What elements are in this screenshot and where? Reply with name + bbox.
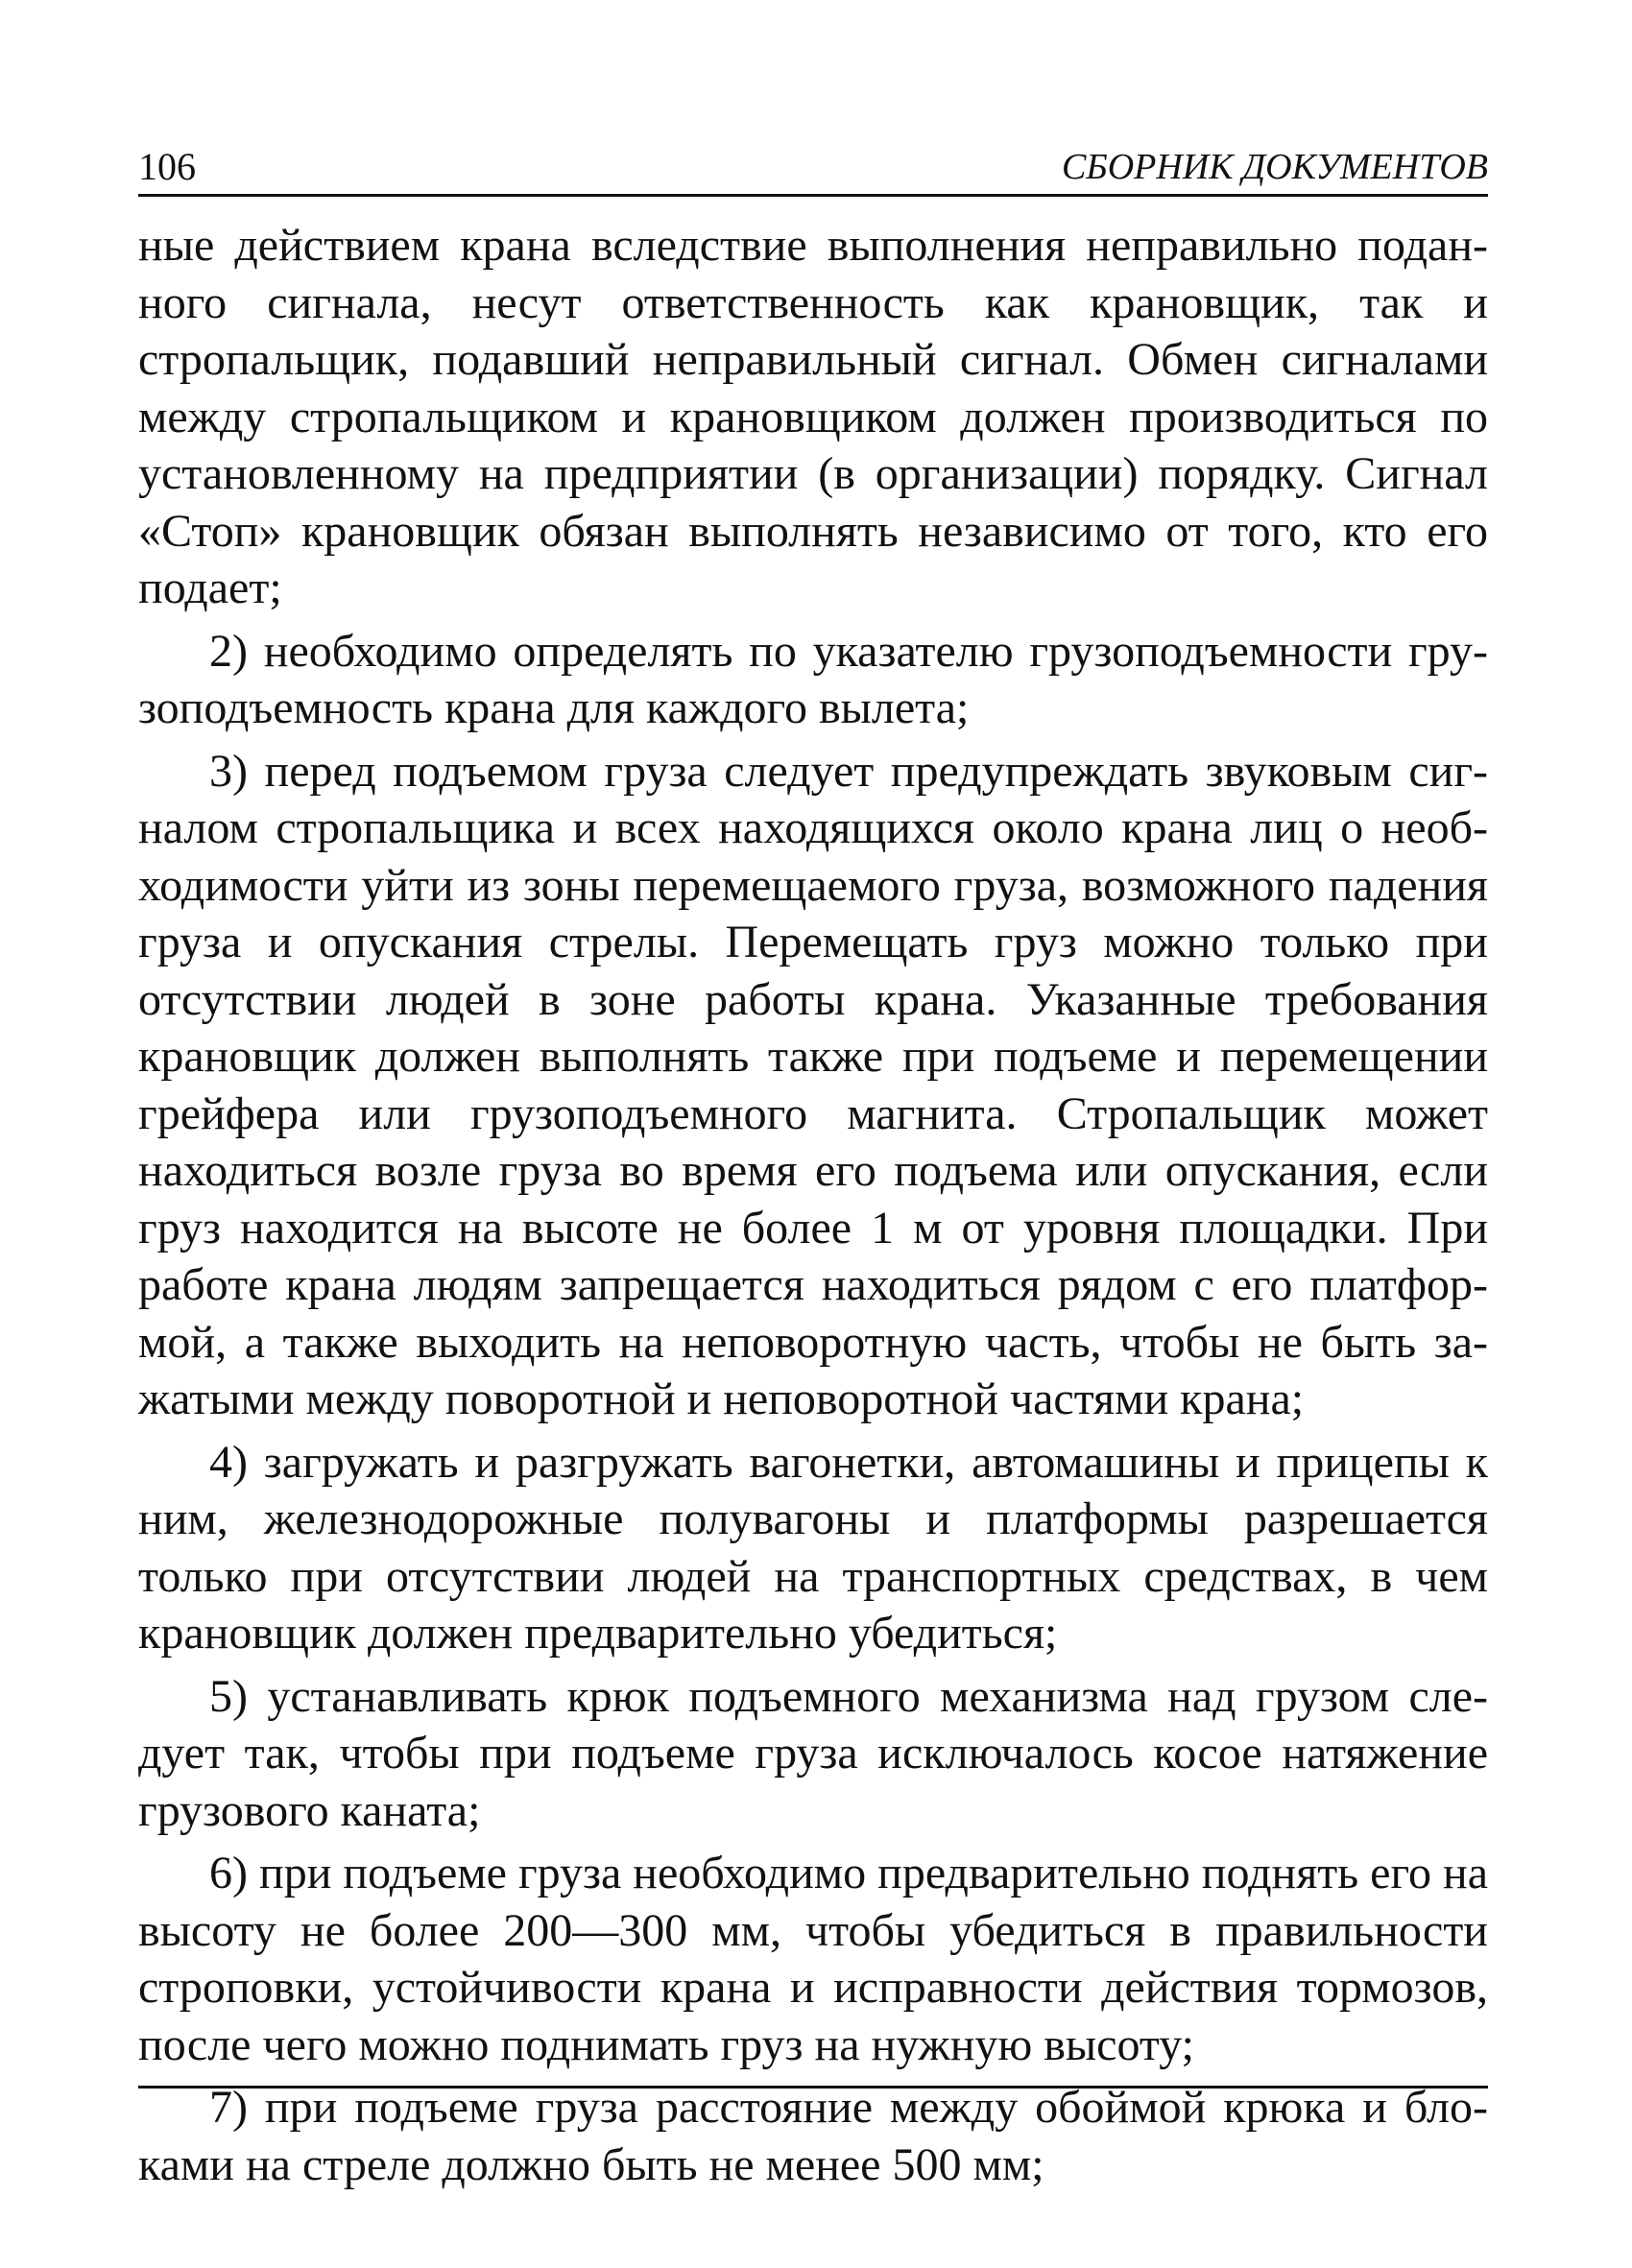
list-item-6: 6) при подъеме груза необходимо предварительно поднять его на высоту не более 200—300 мм, чтобы убедиться в правильности строповки, устойчивости крана и исправности действия тормозов, после чего можно поднимать груз на нужную высоту;: [138, 1848, 1488, 2070]
page-number: 106: [138, 145, 196, 188]
continuation-paragraph: ные действием крана вследствие выполнения неправильно поданного сигнала, несут ответственность как крановщик, так и стропальщик, подавший неправильный сигнал. Обмен сигналами между стропальщиком и крановщиком должен производиться по установленному на предприятии (в организации) порядку. Сигнал «Стоп» крановщик обязан выполнять независимо от того, кто его подает;: [138, 220, 1488, 613]
running-title: СБОРНИК ДОКУМЕНТОВ: [1061, 147, 1488, 187]
list-item-3: 3) перед подъемом груза следует предупреждать звуковым сигналом стропальщика и всех находящихся около крана лиц о необходимости уйти из зоны перемещаемого груза, возможного падения груза и опускания стрелы. Перемещать груз можно только при отсутствии людей в зоне работы крана. Указанные требования крановщик должен выполнять также при подъеме и перемещении грейфера или грузоподъемного магнита. Стропальщик может находиться возле груза во время его подъема или опускания, если груз находится на высоте не более 1 м от уровня площадки. При работе крана людям запрещается находиться рядом с его платформой, а также выходить на неповоротную часть, чтобы не быть зажатыми между поворотной и неповоротной частями крана;: [138, 745, 1488, 1424]
list-item-5: 5) устанавливать крюк подъемного механизма над грузом следует так, чтобы при подъеме груза исключалось косое натяжение грузового каната;: [138, 1670, 1488, 1836]
bottom-rule: [138, 2086, 1488, 2089]
body-text: [138, 217, 1488, 2199]
list-item-4: 4) загружать и разгружать вагонетки, автомашины и прицепы к ним, железнодорожные полувагоны и платформы разрешается только при отсутствии людей на транспортных средствах, в чем крановщик должен предварительно убедиться;: [138, 1436, 1488, 1659]
list-item-7: 7) при подъеме груза расстояние между обоймой крюка и блоками на стреле должно быть не менее 500 мм;: [138, 2082, 1488, 2190]
list-item-2: 2) необходимо определять по указателю грузоподъемности грузоподъемность крана для каждого вылета;: [138, 625, 1488, 733]
running-header: [138, 132, 1488, 197]
